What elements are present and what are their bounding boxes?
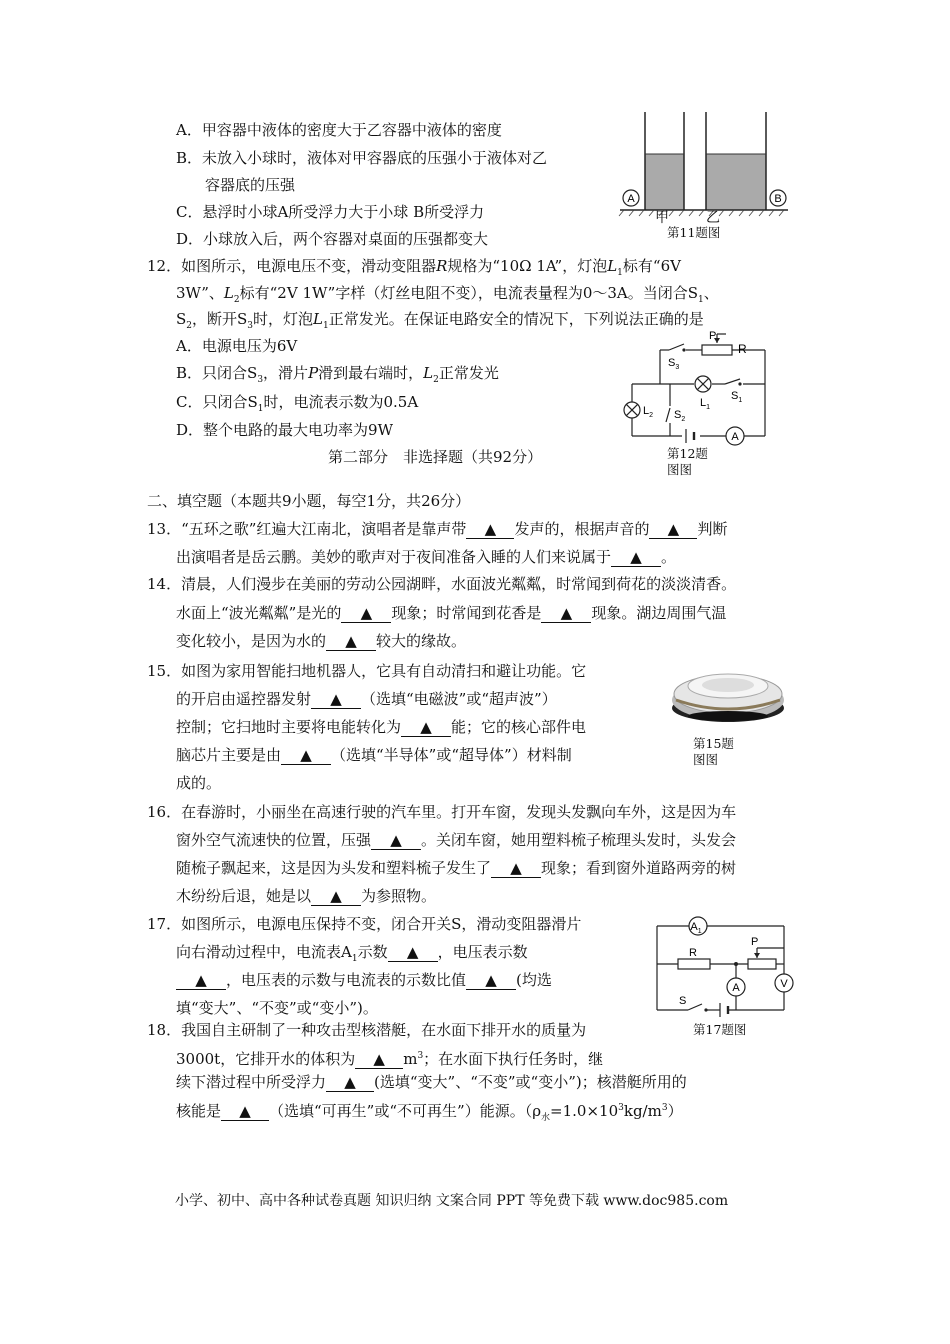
answer-blank: ▲ [311,690,361,709]
answer-blank: ▲ [355,1050,403,1069]
answer-blank: ▲ [401,718,451,737]
q15-caption-line2: 图图 [693,752,719,767]
answer-blank: ▲ [371,831,421,850]
answer-blank: ▲ [541,604,591,623]
part2-heading: 第二部分 非选择题（共92分） [328,448,543,466]
q14-line1: 14．清晨，人们漫步在美丽的劳动公园湖畔，水面波光粼粼，时常闻到荷花的淡淡清香。 [147,575,737,593]
q12-caption-line2: 图图 [667,462,693,477]
q12-stem-line1: 12．如图所示，电源电压不变，滑动变阻器R规格为“10Ω 1A”，灯泡$L_1$标有“6V [147,257,681,278]
q15-line5: 成的。 [176,774,222,792]
q17-circuit-figure [652,914,804,1018]
q15-line1: 15．如图为家用智能扫地机器人，它具有自动清扫和避让功能。它 [147,662,587,680]
q14-line3: 变化较小，是因为水的 ▲ 较大的缘故。 [176,632,467,650]
q11-ball-b-label: B [774,193,782,205]
q12-ammeter-label: A [731,431,739,443]
q11-ball-a-label: A [627,193,635,205]
q11-caption: 第11题图 [667,225,721,240]
answer-blank: ▲ [311,887,361,906]
q18-line3: 续下潜过程中所受浮力 ▲ (选填“变大”、“不变”或“变小”)；核潜艇所用的 [176,1073,687,1091]
q11-option-c: C．悬浮时小球A所受浮力大于小球 B所受浮力 [176,203,485,221]
answer-blank: ▲ [341,604,391,623]
answer-blank: ▲ [491,859,541,878]
q11-label-yi: 乙 [706,210,720,226]
q11-option-b-line1: B．未放入小球时，液体对甲容器底的压强小于液体对乙 [176,149,548,167]
q16-line4: 木纷纷后退，她是以 ▲ 为参照物。 [176,887,437,905]
q12-stem-line3: $S_2$，断开$S_3$时，灯泡$L_1$正常发光。在保证电路安全的情况下，下列说法正确的是 [176,310,704,331]
answer-blank: ▲ [281,746,331,765]
q11-label-jia: 甲 [655,210,669,226]
q15-line4: 脑芯片主要是由 ▲ （选填“半导体”或“超导体”）材料制 [176,746,572,764]
q12-s2-label: $S_2$ [674,409,686,423]
q13-line2: 出演唱者是岳云鹏。美妙的歌声对于夜间准备入睡的人们来说属于 ▲ 。 [176,548,677,566]
q13-line1: 13．“五环之歌”红遍大江南北，演唱者是靠声带 ▲ 发声的，根据声音的 ▲ 判断 [147,520,728,538]
q17-line2: 向右滑动过程中，电流表$A_1$示数 ▲ ，电压表示数 [176,943,528,964]
footer-text[interactable]: 小学、初中、高中各种试卷真题 知识归纳 文案合同 PPT 等免费下载 www.doc985.com [175,1193,729,1209]
q12-s3-label: $S_3$ [668,357,680,371]
q12-option-d: D．整个电路的最大电功率为9W [176,421,393,439]
answer-blank: ▲ [466,971,516,990]
section2-heading: 二、填空题（本题共9小题，每空1分，共26分） [147,492,471,510]
q12-l1-label: $L_1$ [700,397,711,411]
robot-vacuum-image [668,656,788,730]
answer-blank: ▲ [221,1102,269,1121]
q12-caption-line1: 第12题 [667,446,708,461]
answer-blank: ▲ [176,971,226,990]
q14-line2: 水面上“波光粼粼”是光的 ▲ 现象；时常闻到花香是 ▲ 现象。湖边周围气温 [176,604,727,622]
q18-line2: 3000t，它排开水的体积为 ▲ $m^3$；在水面下执行任务时，继 [176,1050,604,1068]
q17-line3: ▲ ，电压表的示数与电流表的示数比值 ▲ (均选 [176,970,552,990]
q11-option-a: A．甲容器中液体的密度大于乙容器中液体的密度 [176,121,502,139]
q12-r-label: R [738,342,747,356]
answer-blank: ▲ [326,1073,374,1092]
q15-caption-line1: 第15题 [693,736,734,751]
q12-p-label: P [709,330,717,342]
q17-a1-label: $A_1$ [690,921,702,935]
q16-line2: 窗外空气流速快的位置，压强 ▲ 。关闭车窗，她用塑料梳子梳理头发时，头发会 [176,831,737,849]
answer-blank: ▲ [388,943,438,962]
q17-ammeter-label: A [732,982,740,994]
q11-figure [618,110,790,220]
q12-l2-label: $L_2$ [643,405,654,419]
q18-line4: 核能是 ▲ （选填“可再生”或“不可再生”）能源。$(\rho_水=1.0\times 10^3kg/m^3)$ [176,1102,683,1123]
q11-option-d: D．小球放入后，两个容器对桌面的压强都变大 [176,230,489,248]
q17-caption: 第17题图 [693,1022,747,1037]
q17-line1: 17．如图所示，电源电压保持不变，闭合开关S，滑动变阻器滑片 [147,915,582,933]
q15-line3: 控制；它扫地时主要将电能转化为 ▲ 能；它的核心部件电 [176,718,587,736]
q17-voltmeter-label: V [780,978,788,990]
answer-blank: ▲ [326,632,376,651]
q17-p-label: P [751,936,759,948]
q18-line1: 18．我国自主研制了一种攻击型核潜艇，在水面下排开水的质量为 [147,1021,587,1039]
q12-stem-line2: 3W”、$L_2$标有“2V 1W”字样（灯丝电阻不变），电流表量程为0～3A。当闭合$S_1$、 [176,284,719,305]
q17-s-label: S [679,995,687,1007]
q12-circuit-figure [622,326,772,448]
q16-line1: 16．在春游时，小丽坐在高速行驶的汽车里。打开车窗，发现头发飘向车外，这是因为车 [147,803,737,821]
q15-line2: 的开启由遥控器发射 ▲ （选填“电磁波”或“超声波”） [176,690,557,708]
q12-option-a: A．电源电压为6V [176,337,298,355]
q12-s1-label: $S_1$ [731,390,743,404]
q16-line3: 随梳子飘起来，这是因为头发和塑料梳子发生了 ▲ 现象；看到窗外道路两旁的树 [176,859,737,877]
q17-r-label: R [689,947,697,959]
answer-blank: ▲ [611,548,661,567]
q11-option-b-line2: 容器底的压强 [205,176,296,194]
answer-blank: ▲ [466,520,514,539]
q12-option-b: B．只闭合$S_3$，滑片P滑到最右端时，$L_2$正常发光 [176,364,499,385]
q17-line4: 填“变大”、“不变”或“变小”)。 [176,999,378,1017]
answer-blank: ▲ [649,520,697,539]
q12-option-c: C．只闭合$S_1$时，电流表示数为0.5A [176,393,419,414]
